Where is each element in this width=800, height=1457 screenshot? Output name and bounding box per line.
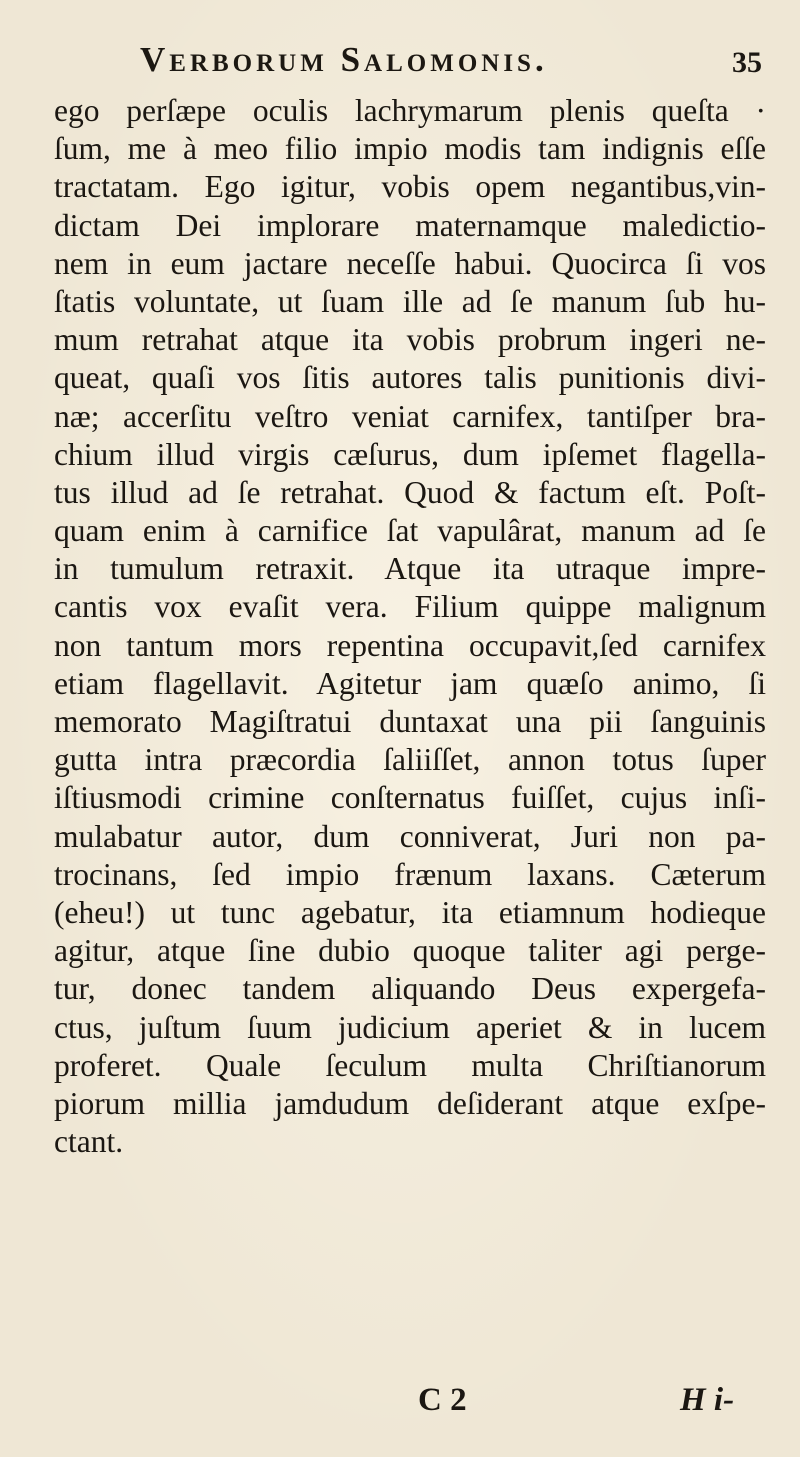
text-line: gutta intra præcordia ſaliiſſet, annon totus ſuper: [54, 742, 766, 778]
text-line: ſtatis voluntate, ut ſuam ille ad ſe manum ſub hu-: [54, 283, 766, 319]
running-head: [0, 36, 800, 86]
text-line: proferet. Quale ſeculum multa Chriſtianorum: [54, 1047, 766, 1083]
text-line: mulabatur autor, dum conniverat, Juri non pa-: [54, 818, 766, 854]
text-line: trocinans, ſed impio frænum laxans. Cæterum: [54, 856, 766, 892]
text-line: memorato Magiſtratui duntaxat una pii ſanguinis: [54, 704, 766, 739]
text-line: tur, donec tandem aliquando Deus expergefa-: [54, 971, 766, 1007]
signature-mark: C 2: [418, 1382, 467, 1418]
text-line: quam enim à carnifice ſat vapulârat, manum ad ſe: [54, 513, 766, 549]
text-line: in tumulum retraxit. Atque ita utraque impre-: [54, 551, 766, 587]
text-line: ego perſæpe oculis lachrymarum plenis queſta ·: [54, 93, 766, 128]
text-line: mum retrahat atque ita vobis probrum ingeri ne-: [54, 322, 766, 358]
text-line: ſum, me à meo filio impio modis tam indignis eſſe: [54, 131, 766, 167]
text-line: tractatam. Ego igitur, vobis opem negantibus,vin-: [54, 169, 766, 205]
text-line: non tantum mors repentina occupavit,ſed carnifex: [54, 627, 766, 663]
body-text: [54, 92, 766, 1161]
text-line: (eheu!) ut tunc agebatur, ita etiamnum hodieque: [54, 894, 766, 930]
catchword: H i-: [680, 1382, 735, 1418]
text-line: queat, quaſi vos ſitis autores talis punitionis divi-: [54, 360, 766, 396]
text-line: ctant.: [54, 1124, 124, 1160]
text-line: tus illud ad ſe retrahat. Quod & factum eſt. Poſt-: [54, 474, 766, 510]
text-line: nem in eum jactare neceſſe habui. Quocirca ſi vos: [54, 245, 766, 281]
text-line: cantis vox evaſit vera. Filium quippe malignum: [54, 589, 766, 625]
text-line: piorum millia jamdudum deſiderant atque exſpe-: [54, 1085, 766, 1121]
text-line: chium illud virgis cæſurus, dum ipſemet flagella-: [54, 436, 766, 472]
running-title: Verborum Salomonis.: [140, 40, 548, 79]
text-line: iſtiusmodi crimine conſternatus fuiſſet, cujus inſi-: [54, 780, 766, 816]
text-line: ctus, juſtum ſuum judicium aperiet & in lucem: [54, 1009, 766, 1045]
text-line: etiam flagellavit. Agitetur jam quæſo animo, ſi: [54, 665, 766, 701]
page-number: 35: [732, 46, 762, 79]
text-line: dictam Dei implorare maternamque maledictio-: [54, 207, 766, 243]
page-footer: [0, 1382, 800, 1432]
text-line: næ; accerſitu veſtro veniat carnifex, tantiſper bra-: [54, 398, 766, 434]
text-line: agitur, atque ſine dubio quoque taliter agi perge-: [54, 933, 766, 969]
